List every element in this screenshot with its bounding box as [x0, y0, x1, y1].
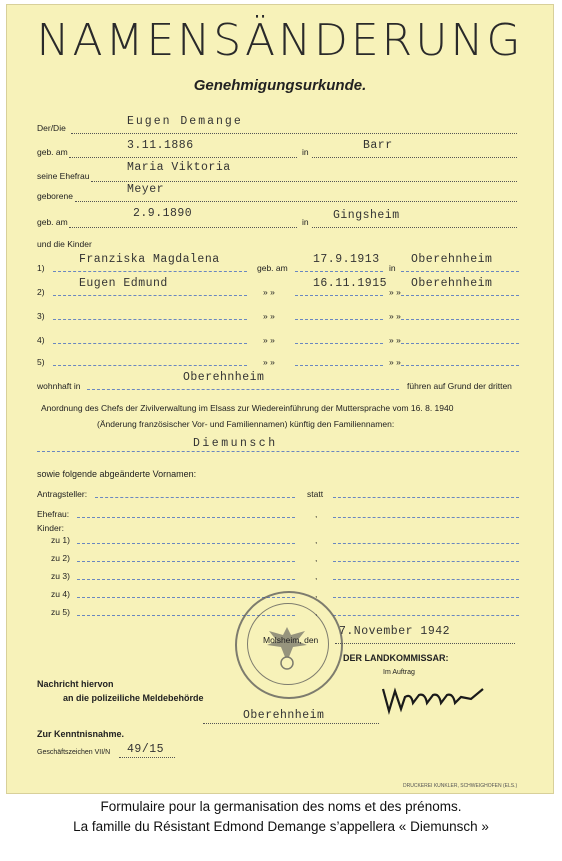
child-4-date-line	[295, 343, 383, 344]
im-auftrag-label: Im Auftrag	[383, 669, 415, 676]
wife-birth-place: Gingsheim	[333, 209, 400, 222]
child-4-ditto-in: » »	[389, 335, 401, 345]
new-family-name-line	[37, 451, 519, 452]
birth-place-line	[312, 157, 517, 158]
child-1-place-line	[401, 271, 519, 272]
handwritten-signature	[379, 681, 489, 721]
child-1-geb-am-label: geb. am	[257, 263, 288, 273]
person-name: Eugen Demange	[127, 115, 243, 128]
anordnung-line-1: Anordnung des Chefs der Zivilverwaltung im Elsass zur Wiedereinführung der Muttersprache vom 16. 8. 1940	[41, 403, 454, 413]
residence: Oberehnheim	[183, 371, 265, 384]
wife-birth-date: 2.9.1890	[133, 207, 193, 220]
signature-date: 7.November 1942	[339, 625, 451, 638]
zu-2-comma: ,	[315, 553, 318, 563]
vornamen-ehefrau-line	[77, 517, 295, 518]
child-5-name-line	[53, 365, 247, 366]
child-1-name-line	[53, 271, 247, 272]
zu-5-label: zu 5)	[51, 607, 70, 617]
ehefrau-label: seine Ehefrau	[37, 171, 90, 181]
der-die-line	[71, 133, 517, 134]
signature-date-line	[335, 643, 515, 644]
child-1-place: Oberehnheim	[411, 253, 493, 266]
child-5-ditto: » »	[263, 357, 275, 367]
fuehren-label: führen auf Grund der dritten	[407, 381, 512, 391]
wohnhaft-in-label: wohnhaft in	[37, 381, 81, 391]
geborene-line	[75, 201, 517, 202]
meldebehoerde-label: an die polizeiliche Meldebehörde	[63, 693, 204, 703]
child-1-in-label: in	[389, 263, 396, 273]
child-4-name-line	[53, 343, 247, 344]
form-subtitle: Genehmigungsurkunde.	[193, 77, 367, 94]
zu-1-statt-line	[333, 543, 519, 544]
child-4-ditto: » »	[263, 335, 275, 345]
child-2-ditto-in: » »	[389, 287, 401, 297]
zu-5-statt-line	[333, 615, 519, 616]
child-5-date-line	[295, 365, 383, 366]
child-2-date: 16.11.1915	[313, 277, 388, 290]
wife-maiden-name: Meyer	[127, 183, 165, 196]
child-2-name: Eugen Edmund	[79, 277, 168, 290]
zu-3-comma: ,	[315, 571, 318, 581]
child-3-name-line	[53, 319, 247, 320]
signature-place-label: Molsheim, den	[263, 635, 319, 645]
zu-4-comma: ,	[315, 589, 318, 599]
meldebehoerde-line	[203, 723, 379, 724]
caption-line-2: La famille du Résistant Edmond Demange s’appellera « Diemunsch »	[73, 819, 489, 834]
residence-line	[87, 389, 399, 390]
child-3-date-line	[295, 319, 383, 320]
landkommissar-label: DER LANDKOMMISSAR:	[343, 653, 449, 663]
der-die-label: Der/Die	[37, 123, 66, 133]
wife-birth-place-line	[312, 227, 517, 228]
geb-am-line	[69, 157, 297, 158]
zu-4-statt-line	[333, 597, 519, 598]
zu-5-comma: ,	[315, 607, 318, 617]
in-label: in	[302, 147, 309, 157]
ehefrau-line	[91, 181, 517, 182]
zu-2-label: zu 2)	[51, 553, 70, 563]
child-1-name: Franziska Magdalena	[79, 253, 220, 266]
zu-1-label: zu 1)	[51, 535, 70, 545]
child-2-place: Oberehnheim	[411, 277, 493, 290]
antragsteller-label: Antragsteller:	[37, 489, 88, 499]
child-3-ditto: » »	[263, 311, 275, 321]
child-2-date-line	[295, 295, 383, 296]
child-5-place-line	[401, 365, 519, 366]
child-1-date: 17.9.1913	[313, 253, 380, 266]
sowie-vornamen-label: sowie folgende abgeänderte Vornamen:	[37, 469, 197, 479]
child-3-number: 3)	[37, 311, 45, 321]
zu-2-line	[77, 561, 295, 562]
child-2-ditto: » »	[263, 287, 275, 297]
statt-label: statt	[307, 489, 324, 499]
vornamen-ehefrau-label: Ehefrau:	[37, 509, 70, 519]
official-stamp	[235, 591, 343, 699]
new-family-name: Diemunsch	[193, 437, 278, 450]
wife-name: Maria Viktoria	[127, 161, 231, 174]
wife-in-label: in	[302, 217, 309, 227]
zu-3-line	[77, 579, 295, 580]
zur-kenntnisnahme-label: Zur Kenntnisnahme.	[37, 729, 125, 739]
form-document	[6, 4, 554, 794]
zu-3-statt-line	[333, 579, 519, 580]
antragsteller-statt-line	[333, 497, 519, 498]
child-4-number: 4)	[37, 335, 45, 345]
ehefrau-statt-line	[333, 517, 519, 518]
child-2-place-line	[401, 295, 519, 296]
form-title: NAMENSÄNDERUNG	[36, 15, 524, 66]
child-2-name-line	[53, 295, 247, 296]
antragsteller-line	[95, 497, 295, 498]
child-5-ditto-in: » »	[389, 357, 401, 367]
zu-3-label: zu 3)	[51, 571, 70, 581]
und-die-kinder-label: und die Kinder	[37, 239, 92, 249]
child-1-number: 1)	[37, 263, 45, 273]
geborene-label: geborene	[37, 191, 73, 201]
child-3-ditto-in: » »	[389, 311, 401, 321]
meldebehoerde-place: Oberehnheim	[243, 709, 325, 722]
zu-4-label: zu 4)	[51, 589, 70, 599]
vornamen-kinder-label: Kinder:	[37, 523, 64, 533]
file-number-line	[119, 757, 175, 758]
nachricht-hiervon-label: Nachricht hiervon	[37, 679, 114, 689]
person-birth-date: 3.11.1886	[127, 139, 194, 152]
wife-geb-am-label: geb. am	[37, 217, 68, 227]
geschaeftszeichen-label: Geschäftszeichen VII/N	[37, 749, 111, 756]
anordnung-line-2: (Änderung französischer Vor- und Familiennamen) künftig den Familiennamen:	[97, 419, 395, 429]
caption-line-1: Formulaire pour la germanisation des noms et des prénoms.	[100, 799, 462, 814]
printer-mark: DRUCKEREI KUNKLER, SCHWEIGHOFEN (ELS.)	[403, 783, 518, 789]
file-number: 49/15	[127, 743, 165, 756]
child-4-place-line	[401, 343, 519, 344]
child-5-number: 5)	[37, 357, 45, 367]
zu-1-comma: ,	[315, 535, 318, 545]
child-3-place-line	[401, 319, 519, 320]
zu-2-statt-line	[333, 561, 519, 562]
child-2-number: 2)	[37, 287, 45, 297]
person-birth-place: Barr	[363, 139, 393, 152]
child-1-date-line	[295, 271, 383, 272]
ehefrau-comma: ,	[315, 509, 318, 519]
zu-1-line	[77, 543, 295, 544]
geb-am-label: geb. am	[37, 147, 68, 157]
wife-geb-am-line	[69, 227, 297, 228]
